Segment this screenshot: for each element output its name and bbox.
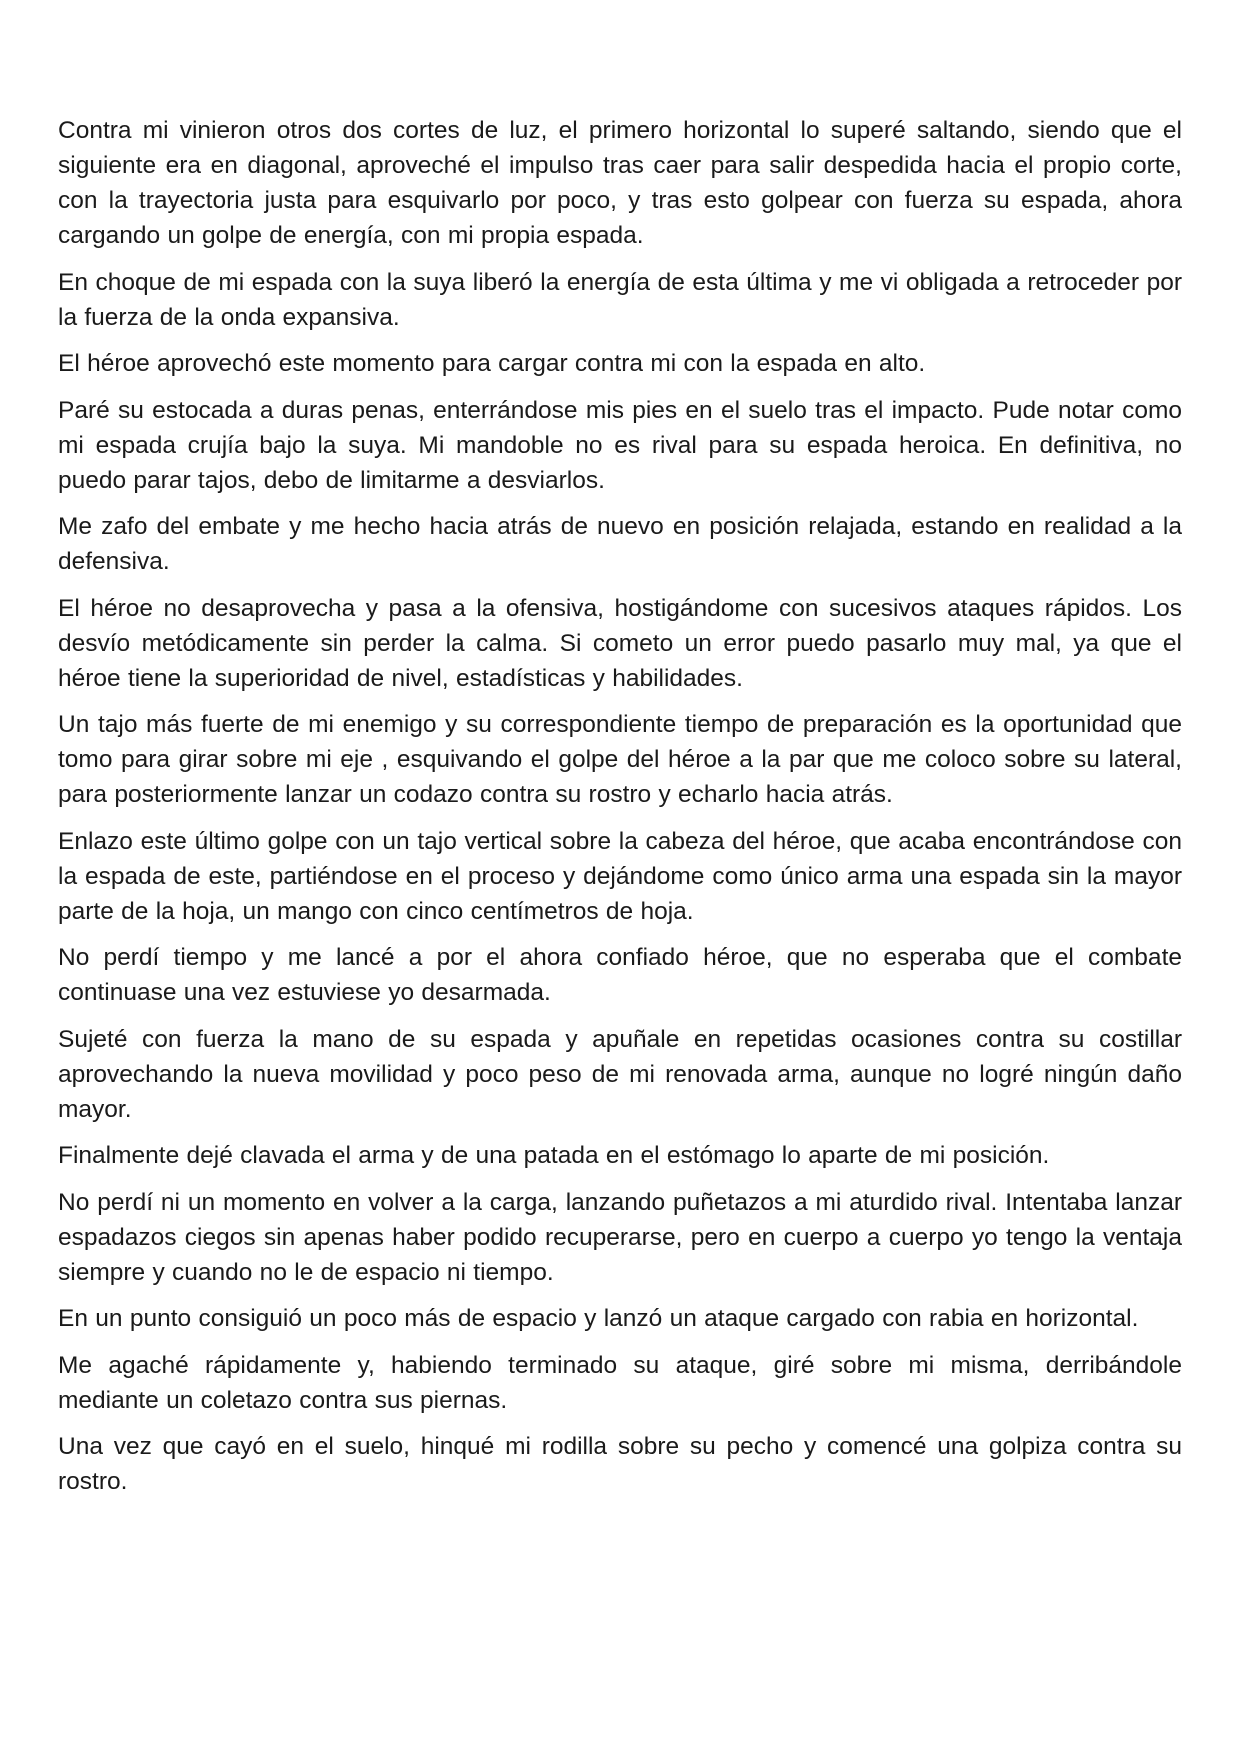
paragraph: El héroe aprovechó este momento para cargar contra mi con la espada en alto. (58, 350, 926, 377)
paragraph: Finalmente dejé clavada el arma y de una patada en el estómago lo aparte de mi posición. (58, 1142, 1050, 1169)
paragraph: En un punto consiguió un poco más de espacio y lanzó un ataque cargado con rabia en horizontal. (58, 1305, 1139, 1332)
paragraph: Me zafo del embate y me hecho hacia atrás de nuevo en posición relajada, estando en realidad a la defensiva. (58, 513, 1182, 575)
paragraph: El héroe no desaprovecha y pasa a la ofensiva, hostigándome con sucesivos ataques rápidos. Los desvío metódicamente sin perder la calma. Si cometo un error puedo pasarlo muy mal, ya que el héroe tiene la superioridad de nivel, estadísticas y habilidades. (58, 594, 1182, 692)
paragraph: Paré su estocada a duras penas, enterrándose mis pies en el suelo tras el impacto. Pude notar como mi espada crujía bajo la suya. Mi mandoble no es rival para su espada heroica. En definitiva, no puedo parar tajos, debo de limitarme a desviarlos. (58, 396, 1182, 494)
paragraph: En choque de mi espada con la suya liberó la energía de esta última y me vi obligada a retroceder por la fuerza de la onda expansiva. (58, 268, 1182, 331)
paragraph: No perdí ni un momento en volver a la carga, lanzando puñetazos a mi aturdido rival. Intentaba lanzar espadazos ciegos sin apenas haber podido recuperarse, pero en cuerpo a cuerpo yo tengo la ventaja siempre y cuando no le de espacio ni tiempo. (58, 1188, 1182, 1286)
paragraph: Me agaché rápidamente y, habiendo terminado su ataque, giré sobre mi misma, derribándole mediante un coletazo contra sus piernas. (58, 1351, 1182, 1414)
paragraph: Enlazo este último golpe con un tajo vertical sobre la cabeza del héroe, que acaba encontrándose con la espada de este, partiéndose en el proceso y dejándome como único arma una espada sin la mayor parte de la hoja, un mango con cinco centímetros de hoja. (58, 827, 1182, 925)
paragraph: No perdí tiempo y me lancé a por el ahora confiado héroe, que no esperaba que el combate continuase una vez estuviese yo desarmada. (58, 944, 1182, 1006)
paragraph: Contra mi vinieron otros dos cortes de luz, el primero horizontal lo superé saltando, siendo que el siguiente era en diagonal, aproveché el impulso tras caer para salir despedida hacia el propio corte, con la trayectoria justa para esquivarlo por poco, y tras esto golpear con fuerza su espada, ahora cargando un golpe de energía, con mi propia espada. (58, 117, 1182, 249)
paragraph: Una vez que cayó en el suelo, hinqué mi rodilla sobre su pecho y comencé una golpiza contra su rostro. (58, 1433, 1182, 1495)
paragraph: Sujeté con fuerza la mano de su espada y apuñale en repetidas ocasiones contra su costillar aprovechando la nueva movilidad y poco peso de mi renovada arma, aunque no logré ningún daño mayor. (58, 1025, 1182, 1123)
paragraph: Un tajo más fuerte de mi enemigo y su correspondiente tiempo de preparación es la oportunidad que tomo para girar sobre mi eje , esquivando el golpe del héroe a la par que me coloco sobre su lateral, para posteriormente lanzar un codazo contra su rostro y echarlo hacia atrás. (58, 711, 1182, 808)
